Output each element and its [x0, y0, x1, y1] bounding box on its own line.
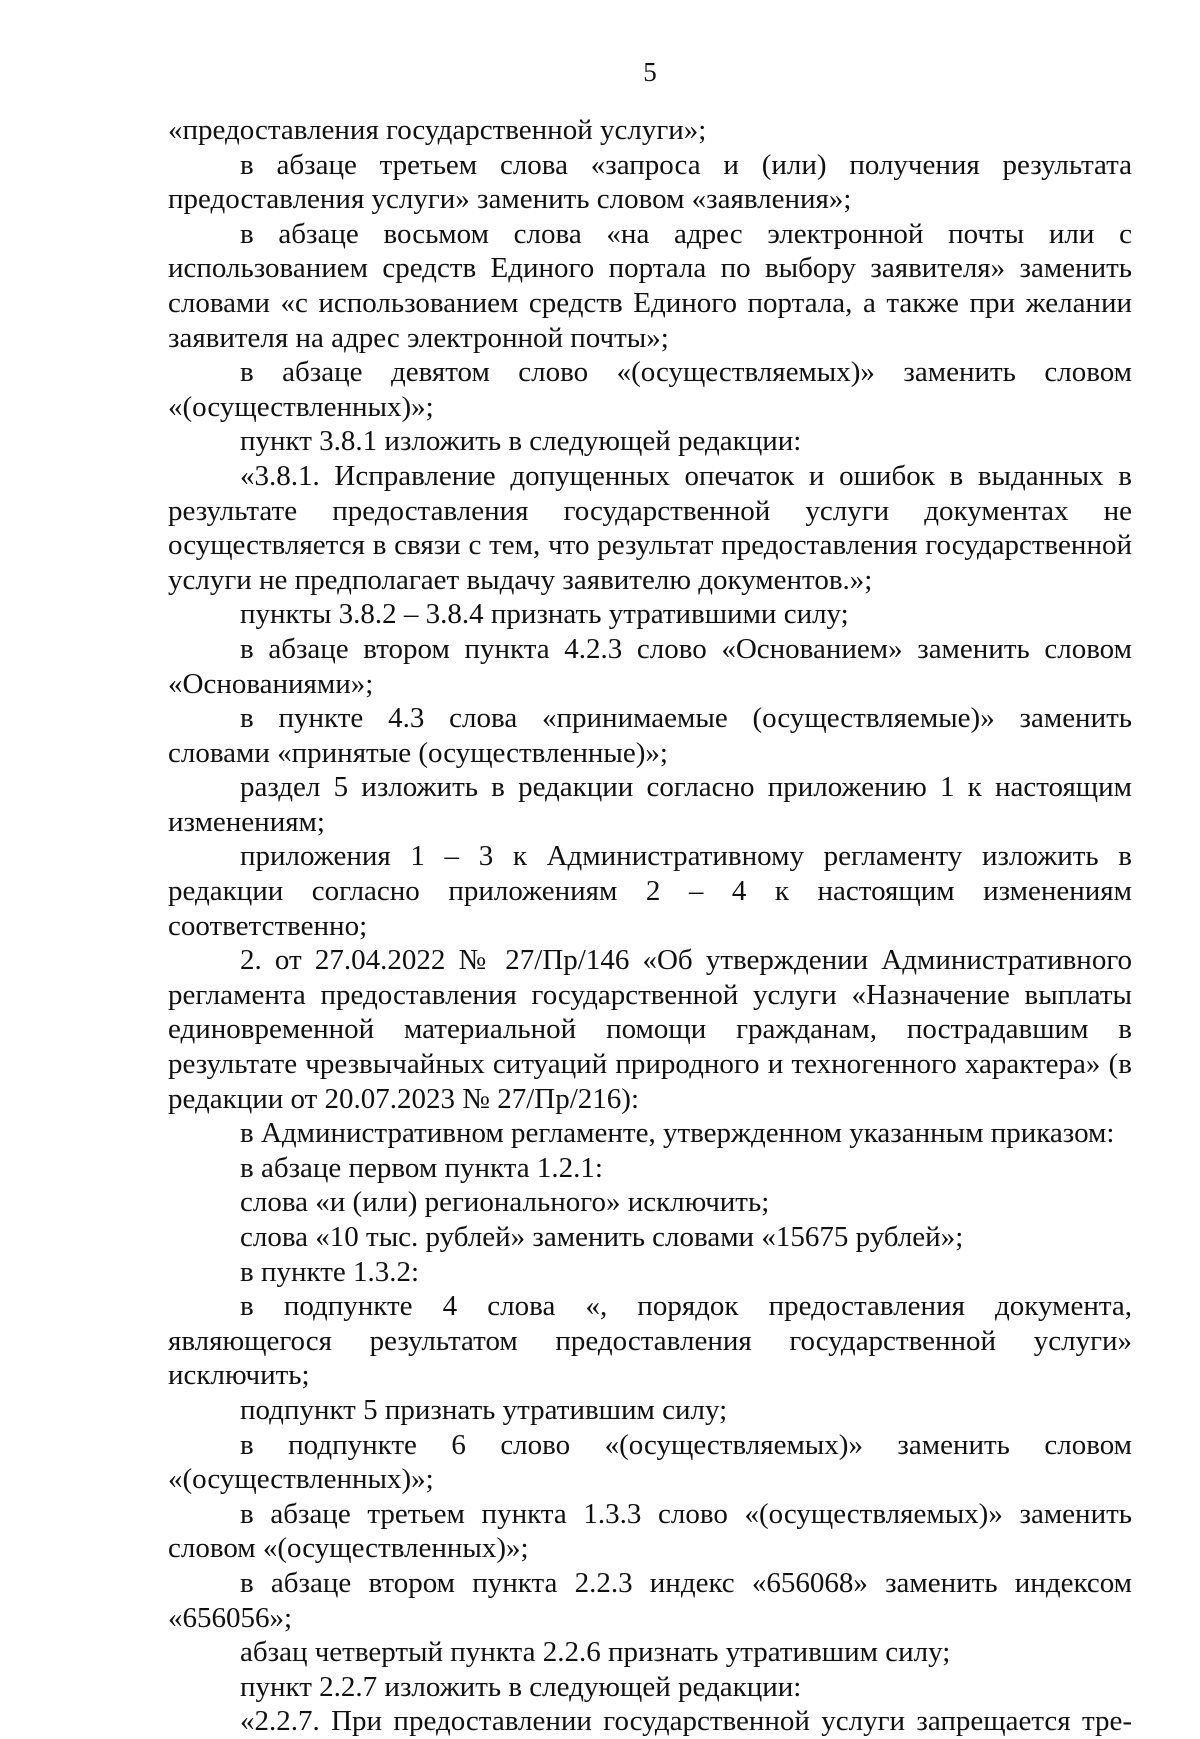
paragraph: в абзаце третьем пункта 1.3.3 слово «(осуществляемых)» заменить словом «(осуществленных)»; [168, 1497, 1132, 1565]
document-body [168, 113, 1132, 1739]
paragraph: абзац четвертый пункта 2.2.6 признать утратившим силу; [240, 1636, 951, 1669]
paragraph: пункты 3.8.2 – 3.8.4 признать утратившими силу; [240, 598, 849, 631]
paragraph: приложения 1 – 3 к Административному регламенту изложить в редакции согласно приложениям 2 – 4 к настоящим изменениям соответственно; [168, 840, 1132, 942]
paragraph: подпункт 5 признать утратившим силу; [240, 1393, 728, 1426]
page-number: 5 [643, 57, 657, 87]
paragraph: в абзаце третьем слова «запроса и (или) получения результата предоставления услуги» заменить словом «заявления»; [168, 148, 1132, 216]
paragraph: в абзаце втором пункта 4.2.3 слово «Основанием» заменить словом «Основаниями»; [168, 632, 1132, 700]
paragraph: «3.8.1. Исправление допущенных опечаток и ошибок в выданных в результате предоставления государственной услуги документах не осуществляется в связи с тем, что результат предоставления государственной услуги не предполагает выдачу заявителю документов.»; [168, 459, 1132, 596]
paragraph: в абзаце втором пункта 2.2.3 индекс «656068» заменить индексом «656056»; [168, 1566, 1132, 1634]
paragraph: слова «10 тыс. рублей» заменить словами «15675 рублей»; [240, 1221, 964, 1253]
paragraph: в абзаце восьмом слова «на адрес электронной почты или с использованием средств Единого портала по выбору заявителя» заменить словами «с использованием средств Единого портала, а также при желании заявителя на адрес электронной почты»; [168, 217, 1132, 354]
paragraph: в абзаце первом пункта 1.2.1: [240, 1151, 603, 1184]
paragraph: «2.2.7. При предоставлении государственной услуги запрещается тре- [240, 1705, 1132, 1738]
paragraph: пункт 3.8.1 изложить в следующей редакции: [240, 425, 802, 458]
paragraph: 2. от 27.04.2022 № 27/Пр/146 «Об утверждении Административного регламента предоставления государственной услуги «Назначение выплаты единовременной материальной помощи гражданам, пострадавшим в результате чрезвычайных ситуаций природного и техногенного характера» (в редакции от 20.07.2023 № 27/Пр/216): [168, 944, 1132, 1115]
paragraph: в пункте 4.3 слова «принимаемые (осуществляемые)» заменить словами «принятые (осуществленные)»; [168, 702, 1132, 769]
paragraph: раздел 5 изложить в редакции согласно приложению 1 к настоящим изменениям; [168, 771, 1132, 838]
paragraph: в подпункте 4 слова «, порядок предоставления документа, являющегося результатом предоставления государственной услуги» исключить; [168, 1290, 1132, 1392]
paragraph: в абзаце девятом слово «(осуществляемых)» заменить словом «(осуществленных)»; [168, 356, 1132, 423]
paragraph: пункт 2.2.7 изложить в следующей редакции: [240, 1670, 802, 1703]
paragraph: в пункте 1.3.2: [240, 1255, 420, 1288]
paragraph: «предоставления государственной услуги»; [168, 114, 707, 146]
paragraph: слова «и (или) регионального» исключить; [240, 1186, 770, 1219]
paragraph: в подпункте 6 слово «(осуществляемых)» заменить словом «(осуществленных)»; [168, 1428, 1132, 1496]
paragraph: в Административном регламенте, утвержденном указанным приказом: [240, 1117, 1115, 1150]
